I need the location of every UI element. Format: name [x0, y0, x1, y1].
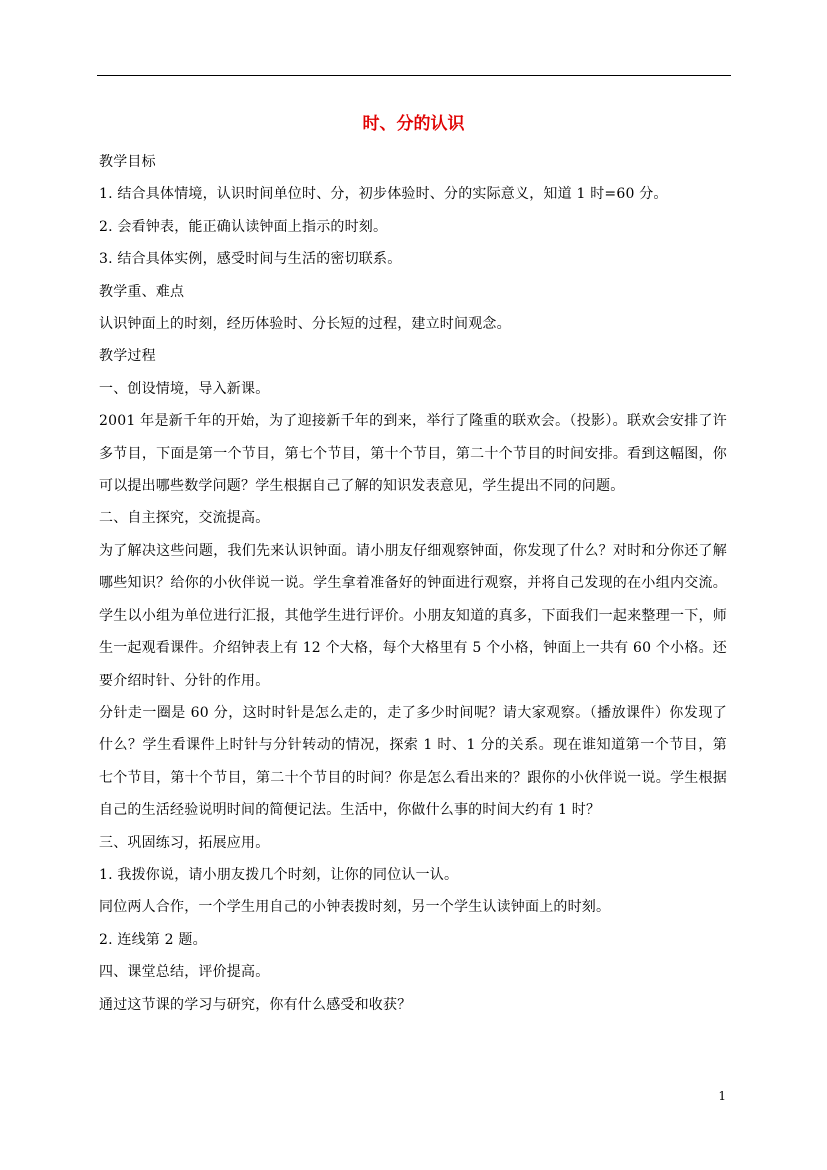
document-title: 时、分的认识 — [362, 114, 465, 134]
paragraph-objective-1: 1. 结合具体情境，认识时间单位时、分，初步体验时、分的实际意义，知道 1 时=60 分。 — [99, 186, 668, 203]
paragraph-key-points-heading: 教学重、难点 — [99, 283, 185, 300]
document-body — [99, 146, 727, 1021]
paragraph-objective-2: 2. 会看钟表，能正确认读钟面上指示的时刻。 — [99, 218, 388, 235]
paragraph-section-2-heading: 二、自主探究，交流提高。 — [99, 510, 270, 527]
paragraph-section-2-body-2: 分针走一圈是 60 分，这时时针是怎么走的，走了多少时间呢？请大家观察。（播放课件）你发现了什么？学生看课件上时针与分针转动的情况，探索 1 时、1 分的关系。现在谁知道第一个节目，第七个节目，第十个节目，第二十个节目的时间？你是怎么看出来的？跟你的小伙伴说一说。学生根据自己的生活经验说明时间的简便记法。生活中，你做什么事的时间大约有 1 时？ — [99, 704, 727, 819]
paragraph-section-1-body: 2001 年是新千年的开始，为了迎接新千年的到来，举行了隆重的联欢会。（投影）。联欢会安排了许多节目，下面是第一个节目，第七个节目，第十个节目，第二十个节目的时间安排。看到这幅图，你可以提出哪些数学问题？学生根据自己了解的知识发表意见，学生提出不同的问题。 — [99, 413, 727, 495]
paragraph-key-points: 认识钟面上的时刻，经历体验时、分长短的过程，建立时间观念。 — [99, 316, 511, 333]
paragraph-section-3-item-2: 2. 连线第 2 题。 — [99, 931, 207, 948]
page-number: 1 — [718, 1089, 726, 1103]
paragraph-section-3-heading: 三、巩固练习，拓展应用。 — [99, 834, 270, 851]
paragraph-section-3-body: 同位两人合作，一个学生用自己的小钟表拨时刻，另一个学生认读钟面上的时刻。 — [99, 899, 611, 916]
paragraph-objectives-heading: 教学目标 — [99, 154, 156, 170]
header-rule — [97, 75, 731, 76]
paragraph-section-1-heading: 一、创设情境，导入新课。 — [99, 380, 270, 397]
paragraph-section-3-item-1: 1. 我拨你说，请小朋友拨几个时刻，让你的同位认一认。 — [99, 866, 459, 883]
paragraph-objective-3: 3. 结合具体实例，感受时间与生活的密切联系。 — [99, 251, 402, 268]
paragraph-section-4-heading: 四、课堂总结，评价提高。 — [99, 964, 270, 981]
paragraph-process-heading: 教学过程 — [99, 348, 156, 365]
paragraph-section-4-body: 通过这节课的学习与研究，你有什么感受和收获？ — [99, 996, 412, 1013]
paragraph-section-2-body-1: 为了解决这些问题，我们先来认识钟面。请小朋友仔细观察钟面，你发现了什么？对时和分你还了解哪些知识？给你的小伙伴说一说。学生拿着准备好的钟面进行观察，并将自己发现的在小组内交流。学生以小组为单位进行汇报，其他学生进行评价。小朋友知道的真多，下面我们一起来整理一下，师生一起观看课件。介绍钟表上有 12 个大格，每个大格里有 5 个小格，钟面上一共有 60 个小格。还要介绍时针、分针的作用。 — [99, 542, 727, 689]
